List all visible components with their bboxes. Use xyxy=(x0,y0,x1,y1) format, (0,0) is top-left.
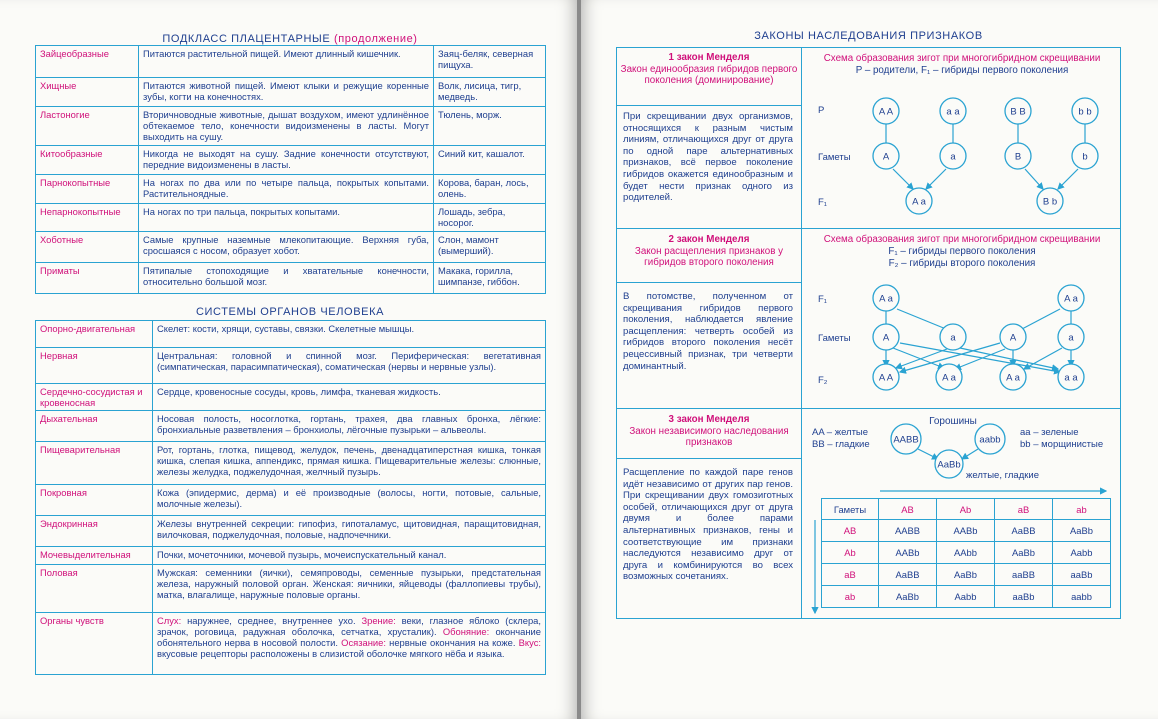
law1-number: 1 закон Менделя xyxy=(668,52,750,63)
desc-smell: окончание обонятельного нерва в носовой полости. xyxy=(157,626,542,648)
table-row xyxy=(821,542,1111,564)
mammal-order: Хищные xyxy=(36,78,139,107)
edge xyxy=(897,309,946,329)
system-desc: Рот, гортань, глотка, пищевод, желудок, печень, двенадцатиперстная кишка, тонкая кишка, слепая кишка, аппендикс, прямая кишка. Пищеварительные железы: слюнные, железы желудка, поджелудочная, желчный пузырь. xyxy=(153,442,546,485)
grid-cell: AABb xyxy=(879,542,937,564)
desc-taste: вкусовые рецепторы расположены в слизистой оболочке мягкого нёба и языка. xyxy=(157,648,505,659)
mammal-order: Китообразные xyxy=(36,146,139,175)
edge xyxy=(962,449,978,459)
law1-node-label: a xyxy=(950,151,956,163)
grid-header-cell: ab xyxy=(1053,498,1111,520)
desc-touch: нервные окончания на коже. xyxy=(389,637,516,648)
mammal-desc: На ногах по два или по четыре пальца, покрытых копытами. Растительноядные. xyxy=(139,175,434,204)
legend-right-1: bb – морщинистые xyxy=(1020,439,1104,450)
law3-parent-left-label: AABB xyxy=(893,434,919,446)
grid-header-cell: aB xyxy=(821,564,879,586)
system-desc: Мужская: семенники (яички), семяпроводы, семенные пузырьки, предстательная железа, наружный половой орган. Женская: яичники, яйцеводы (фаллопиевы трубы), матка, влагалище, наружные половые органы. xyxy=(153,565,546,613)
grid-cell: AaBb xyxy=(1053,520,1111,542)
edge xyxy=(1025,169,1043,189)
mammal-order: Ластоногие xyxy=(36,107,139,146)
legend-left-1: BB – гладкие xyxy=(812,439,870,450)
grid-cell: AaBB xyxy=(879,564,937,586)
law3-parent-right-label: aabb xyxy=(979,434,1001,446)
mammal-examples: Заяц-беляк, северная пищуха. xyxy=(434,46,546,78)
label-taste: Вкус: xyxy=(518,637,541,648)
system-desc: Почки, мочеточники, мочевой пузырь, мочеиспускательный канал. xyxy=(153,547,546,565)
system-name: Эндокринная xyxy=(36,516,153,547)
grid-header-cell: ab xyxy=(821,586,879,608)
desc-vision: веки, глазное яблоко (склера, зрачок, роговица, радужная оболочка, сетчатка, хрусталик). xyxy=(157,615,542,637)
system-desc: Железы внутренней секреции: гипофиз, гипоталамус, щитовидная, паращитовидная, вилочковая, поджелудочная, половые, надпочечники. xyxy=(153,516,546,547)
law1-node-label: a a xyxy=(946,106,960,118)
table-row xyxy=(821,498,1111,520)
grid-cell: aaBB xyxy=(995,564,1053,586)
child-label: желтые, гладкие xyxy=(966,470,1039,481)
system-name: Мочевыделительная xyxy=(36,547,153,565)
mammal-order: Приматы xyxy=(36,263,139,294)
grid-header-cell: Гаметы xyxy=(821,498,879,520)
law1-schema-sub-f1: F₁ – гибриды первого поколения xyxy=(921,65,1069,76)
edge xyxy=(926,169,946,189)
grid-cell: AABb xyxy=(937,520,995,542)
system-name: Пищеварительная xyxy=(36,442,153,485)
grid-header-cell: AB xyxy=(821,520,879,542)
law3-number: 3 закон Менделя xyxy=(668,414,750,425)
law2-gamete-node-label: A xyxy=(882,332,890,344)
law1-row-f1: F₁ xyxy=(818,197,828,208)
grid-cell: AAbb xyxy=(937,542,995,564)
grid-header-cell: Ab xyxy=(937,498,995,520)
mammal-desc: Питаются растительной пищей. Имеют длинный кишечник. xyxy=(139,46,434,78)
grid-header-cell: Ab xyxy=(821,542,879,564)
law1-node-label: b xyxy=(1082,151,1088,163)
legend-left-0: AA – желтые xyxy=(812,427,869,438)
law2-f1-node-label: A a xyxy=(879,293,893,305)
system-name: Органы чувств xyxy=(36,613,153,675)
mammal-order: Хоботные xyxy=(36,232,139,263)
mammal-examples: Волк, лисица, тигр, медведь. xyxy=(434,78,546,107)
label-vision: Зрение: xyxy=(361,615,396,626)
system-name: Дыхательная xyxy=(36,411,153,442)
mammal-examples: Лошадь, зебра, носорог. xyxy=(434,204,546,232)
law1-schema-sub-p: P – родители, xyxy=(855,65,919,76)
law1-node-label: A A xyxy=(878,106,894,118)
peas-title: Горошины xyxy=(929,416,977,427)
grid-cell: AABB xyxy=(879,520,937,542)
grid-cell: AaBb xyxy=(879,586,937,608)
mammal-examples: Слон, мамонт (вымерший). xyxy=(434,232,546,263)
table-row xyxy=(821,564,1111,586)
law2-f2-node-label: a a xyxy=(1064,372,1078,384)
mammal-desc: Никогда не выходят на сушу. Задние конечности отсутствуют, передние видоизменены в ласты. xyxy=(139,146,434,175)
law2-f2-node-label: A a xyxy=(1006,372,1020,384)
mammal-desc: Питаются животной пищей. Имеют клыки и режущие коренные зубы, когти на конечностях. xyxy=(139,78,434,107)
label-hearing: Слух: xyxy=(157,615,182,626)
table-row xyxy=(821,520,1111,542)
section-title-text: ПОДКЛАСС ПЛАЦЕНТАРНЫЕ xyxy=(162,33,331,45)
law2-number: 2 закон Менделя xyxy=(668,234,750,245)
mammal-order: Непарнокопытные xyxy=(36,204,139,232)
grid-cell: AaBb xyxy=(995,542,1053,564)
edge xyxy=(893,348,944,368)
law1-node-label: b b xyxy=(1078,106,1092,118)
law2-f2-node-label: A A xyxy=(878,372,894,384)
law2-f1-node-label: A a xyxy=(1064,293,1078,305)
law2-row-gametes: Гаметы xyxy=(818,333,851,344)
label-touch: Осязание: xyxy=(341,637,386,648)
edge xyxy=(918,449,938,459)
grid-cell: Aabb xyxy=(937,586,995,608)
law2-schema-sub-f2: F₂ – гибриды второго поколения xyxy=(888,258,1036,269)
law2-row-f1: F₁ xyxy=(818,294,828,305)
section-title-text: ЗАКОНЫ НАСЛЕДОВАНИЯ ПРИЗНАКОВ xyxy=(754,30,983,42)
system-desc: Сердце, кровеносные сосуды, кровь, лимфа, тканевая жидкость. xyxy=(153,384,546,411)
section-title-note: (продолжение) xyxy=(333,33,418,45)
punnett-grid xyxy=(821,498,1111,608)
mammal-order: Зайцеобразные xyxy=(36,46,139,78)
law3-child-label: AaBb xyxy=(937,459,961,471)
edge xyxy=(1058,169,1078,189)
system-name: Покровная xyxy=(36,485,153,516)
grid-cell: Aabb xyxy=(1053,542,1111,564)
grid-cell: aabb xyxy=(1053,586,1111,608)
mammal-examples: Синий кит, кашалот. xyxy=(434,146,546,175)
law1-node-label: A a xyxy=(912,196,926,208)
system-name: Половая xyxy=(36,565,153,613)
system-desc: Кожа (эпидермис, дерма) и её производные (волосы, ногти, потовые, сальные, молочные железы). xyxy=(153,485,546,516)
system-desc: Скелет: кости, хрящи, суставы, связки. Скелетные мышцы. xyxy=(153,321,546,348)
grid-header-cell: aB xyxy=(995,498,1053,520)
law2-row-f2: F₂ xyxy=(818,375,828,386)
mammal-examples: Макака, горилла, шимпанзе, гиббон. xyxy=(434,263,546,294)
system-name: Сердечно-сосудистая и кровеносная xyxy=(36,384,153,411)
system-name: Нервная xyxy=(36,348,153,384)
law2-name: Закон расщепления признаков у гибридов второго поколения xyxy=(634,245,784,268)
grid-cell: aaBb xyxy=(1053,564,1111,586)
law1-schema-title: Схема образования зигот при многогибридном скрещивании xyxy=(823,53,1101,64)
law3-name: Закон независимого наследования признаков xyxy=(629,425,789,448)
mammal-examples: Тюлень, морж. xyxy=(434,107,546,146)
edge xyxy=(1022,309,1060,329)
grid-cell: AaBB xyxy=(995,520,1053,542)
table-row xyxy=(821,586,1111,608)
desc-hearing: наружнее, среднее, внутреннее ухо. xyxy=(187,615,356,626)
law1-row-p: P xyxy=(818,105,825,116)
law1-node-label: B B xyxy=(1010,106,1026,118)
mammal-desc: На ногах по три пальца, покрытых копытами. xyxy=(139,204,434,232)
law2-gamete-node-label: a xyxy=(950,332,956,344)
law2-schema-sub-f1: F₁ – гибриды первого поколения xyxy=(888,246,1036,257)
edge xyxy=(893,169,913,189)
mammal-desc: Самые крупные наземные млекопитающие. Верхняя губа, сросшаяся с носом, образует хобот. xyxy=(139,232,434,263)
mammal-examples: Корова, баран, лось, олень. xyxy=(434,175,546,204)
law1-node-label: B b xyxy=(1042,196,1058,208)
law1-row-gametes: Гаметы xyxy=(818,152,851,163)
legend-right-0: aa – зеленые xyxy=(1020,427,1079,438)
grid-cell: aaBb xyxy=(995,586,1053,608)
system-name: Опорно-двигательная xyxy=(36,321,153,348)
system-desc: Носовая полость, носоглотка, гортань, трахея, два главных бронха, лёгкие: бронхиальные разветвления – бронхиолы, лёгочные пузырьки – альвеолы. xyxy=(153,411,546,442)
label-smell: Обоняние: xyxy=(442,626,490,637)
grid-cell: AaBb xyxy=(937,564,995,586)
mammal-desc: Пятипалые стопоходящие и хватательные конечности, относительно большой мозг. xyxy=(139,263,434,294)
law1-node-label: B xyxy=(1014,151,1022,163)
grid-header-cell: AB xyxy=(879,498,937,520)
law2-f2-node-label: A a xyxy=(942,372,956,384)
law2-gamete-node-label: a xyxy=(1068,332,1074,344)
law1-name: Закон единообразия гибридов первого поколения (доминирование) xyxy=(620,63,798,86)
section-title-text: СИСТЕМЫ ОРГАНОВ ЧЕЛОВЕКА xyxy=(195,306,385,318)
law3-text: Расщепление по каждой паре генов идёт независимо от других пар генов. При скрещивании двух гомозиготных особей, отличающихся друг от друга двумя и более парами альтернативных признаков, гены и соответствующие им признаки наследуются независимо друг от друга и комбинируются во всех возможных сочетаниях. xyxy=(623,467,793,583)
mammal-desc: Вторичноводные животные, дышат воздухом, имеют удлинённое обтекаемое тело, конечности видоизменены в ласты. Могут выходить на сушу. xyxy=(139,107,434,146)
law1-node-label: A xyxy=(882,151,890,163)
law1-text: При скрещивании двух организмов, относящихся к разным чистым линиям, отличающихся друг от друга по одной паре альтернативных признаков, всё первое поколение гибридов окажется единообразным и будет нести признак одного из родителей. xyxy=(623,111,793,204)
law2-schema-title: Схема образования зигот при многогибридном скрещивании xyxy=(823,234,1101,245)
law2-text: В потомстве, полученном от скрещивания гибридов первого поколения, наблюдается явление расщепления: четверть особей из гибридов второго поколения несёт рецессивный признак, три четверти доминантный. xyxy=(623,291,793,372)
mammal-order: Парнокопытные xyxy=(36,175,139,204)
law2-gamete-node-label: A xyxy=(1009,332,1017,344)
system-desc: Центральная: головной и спинной мозг. Периферическая: вегетативная (симпатическая, парасимпатическая), соматическая (нервы и нервные узлы). xyxy=(153,348,546,384)
